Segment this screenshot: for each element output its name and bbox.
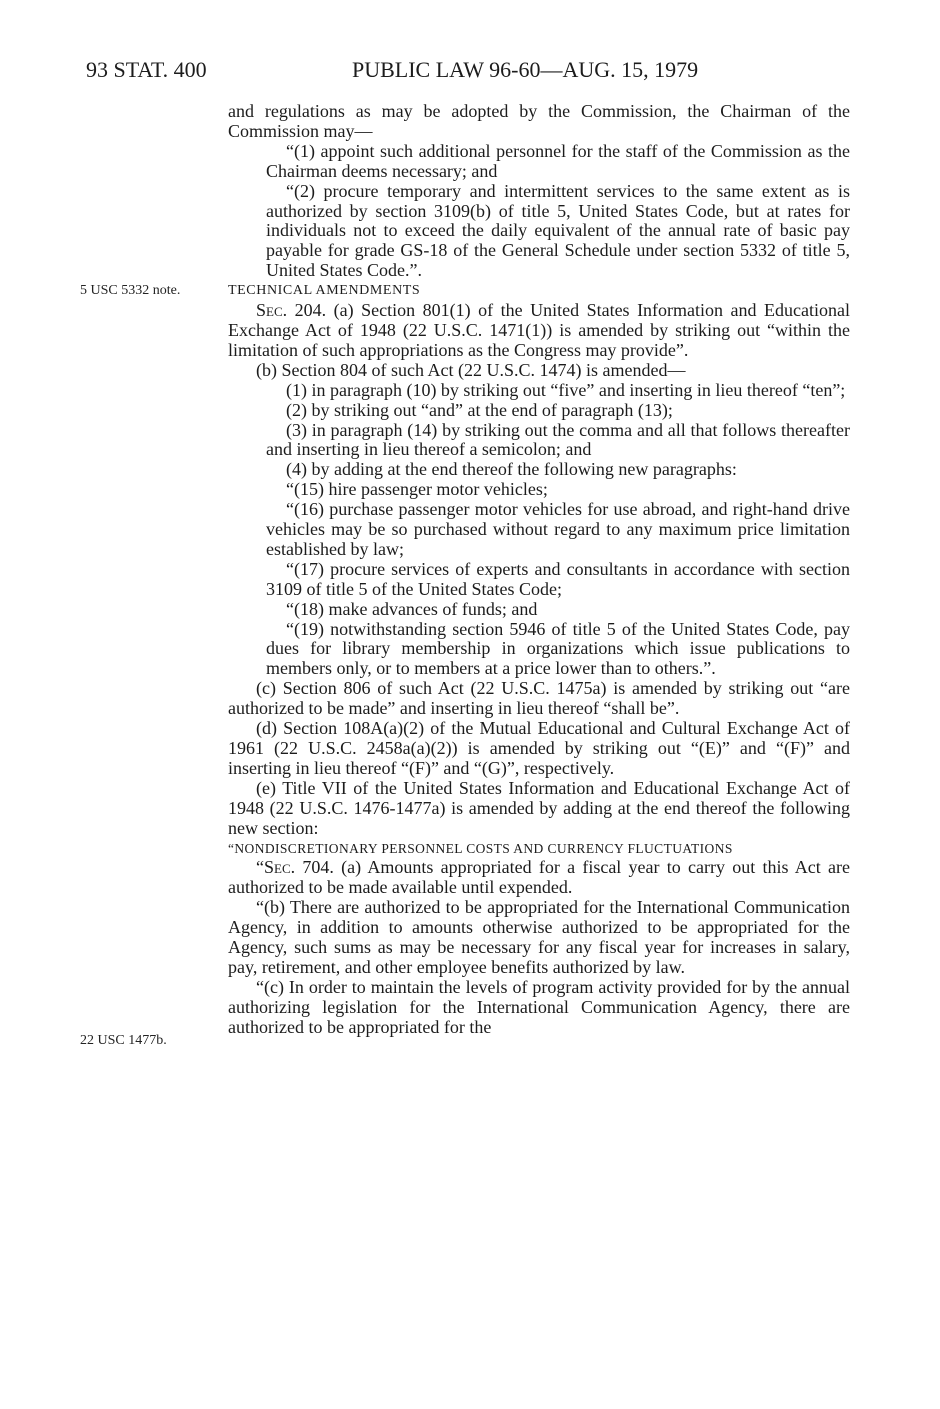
new-paragraph-18: “(18) make advances of funds; and — [286, 598, 538, 619]
section-204-c: (c) Section 806 of such Act (22 U.S.C. 1475a) is amended by striking out “are authorized to be made” and inserting in lieu thereof “shall be”. — [228, 678, 850, 719]
running-title: PUBLIC LAW 96-60—AUG. 15, 1979 — [352, 57, 699, 82]
section-704-c: “(c) In order to maintain the levels of program activity provided for by the annual authorizing legislation for the International Communication Agency, there are authorized to be appropriated for the — [228, 976, 850, 1037]
section-text: 204. (a) Section 801(1) of the United States Information and Educational Exchange Act of 1948 (22 U.S.C. 1471(1)) is amended by striking out “within the limitation of such appropriations as the Congress may provide”. — [228, 300, 850, 360]
margin-note-5-usc-5332: 5 USC 5332 note. — [80, 283, 181, 298]
document-body — [228, 102, 850, 1038]
amendment-b4: (4) by adding at the end thereof the following new paragraphs: — [286, 459, 737, 480]
page-header — [86, 52, 856, 88]
amendment-b2: (2) by striking out “and” at the end of paragraph (13); — [286, 399, 673, 420]
section-204-b: (b) Section 804 of such Act (22 U.S.C. 1474) is amended— — [256, 359, 686, 380]
new-paragraph-17: “(17) procure services of experts and consultants in accordance with section 3109 of title 5 of the United States Code; — [266, 558, 850, 599]
new-paragraph-19: “(19) notwithstanding section 5946 of title 5 of the United States Code, pay dues for library membership in organizations which issue publications to members only, or to members at a price lower than to others.”. — [266, 618, 850, 679]
section-704-b: “(b) There are authorized to be appropriated for the International Communication Agency, in addition to amounts otherwise authorized to be appropriated for the Agency, such sums as may be necessary for any fiscal year for increases in salary, pay, retirement, and other employee benefits authorized by law. — [228, 897, 850, 977]
new-paragraph-16: “(16) purchase passenger motor vehicles for use abroad, and right-hand drive vehicles may be so purchased without regard to any maximum price limitation established by law; — [266, 499, 850, 559]
section-heading-nondiscretionary-costs: “NONDISCRETIONARY PERSONNEL COSTS AND CURRENCY FLUCTUATIONS — [228, 840, 733, 856]
paragraph-item-2: “(2) procure temporary and intermittent services to the same extent as is authorized by section 3109(b) of title 5, United States Code, but at rates for individuals not to exceed the daily equivalent of the annual rate of basic pay payable for grade GS-18 of the General Schedule under section 5332 of title 5, United States Code.”. — [266, 180, 850, 281]
margin-note-22-usc-1477b: 22 USC 1477b. — [80, 1033, 167, 1048]
section-label: Sec. — [256, 300, 288, 321]
section-label: “Sec. — [256, 857, 296, 878]
stat-page-number: 93 STAT. 400 — [86, 57, 207, 82]
section-204-d: (d) Section 108A(a)(2) of the Mutual Educational and Cultural Exchange Act of 1961 (22 U.S.C. 2458a(a)(2)) is amended by striking out “(E)” and “(F)” and inserting in lieu thereof “(F)” and “(G)”, respectively. — [228, 718, 850, 778]
amendment-b3: (3) in paragraph (14) by striking out the comma and all that follows thereafter and inserting in lieu thereof a semicolon; and — [266, 419, 850, 460]
section-text: 704. (a) Amounts appropriated for a fiscal year to carry out this Act are authorized to be made available until expended. — [228, 857, 850, 898]
section-204-a — [228, 301, 850, 361]
new-paragraph-15: “(15) hire passenger motor vehicles; — [286, 479, 548, 500]
section-204-e: (e) Title VII of the United States Information and Educational Exchange Act of 1948 (22 U.S.C. 1476-1477a) is amended by adding at the end thereof the following new section: — [228, 777, 850, 838]
paragraph-continuation: and regulations as may be adopted by the Commission, the Chairman of the Commission may— — [228, 101, 850, 141]
paragraph-item-1: “(1) appoint such additional personnel for the staff of the Commission as the Chairman deems necessary; and — [266, 140, 850, 181]
section-704-a — [228, 858, 850, 898]
section-heading-technical-amendments: TECHNICAL AMENDMENTS — [228, 283, 421, 299]
amendment-b1: (1) in paragraph (10) by striking out “five” and inserting in lieu thereof “ten”; — [286, 379, 846, 400]
